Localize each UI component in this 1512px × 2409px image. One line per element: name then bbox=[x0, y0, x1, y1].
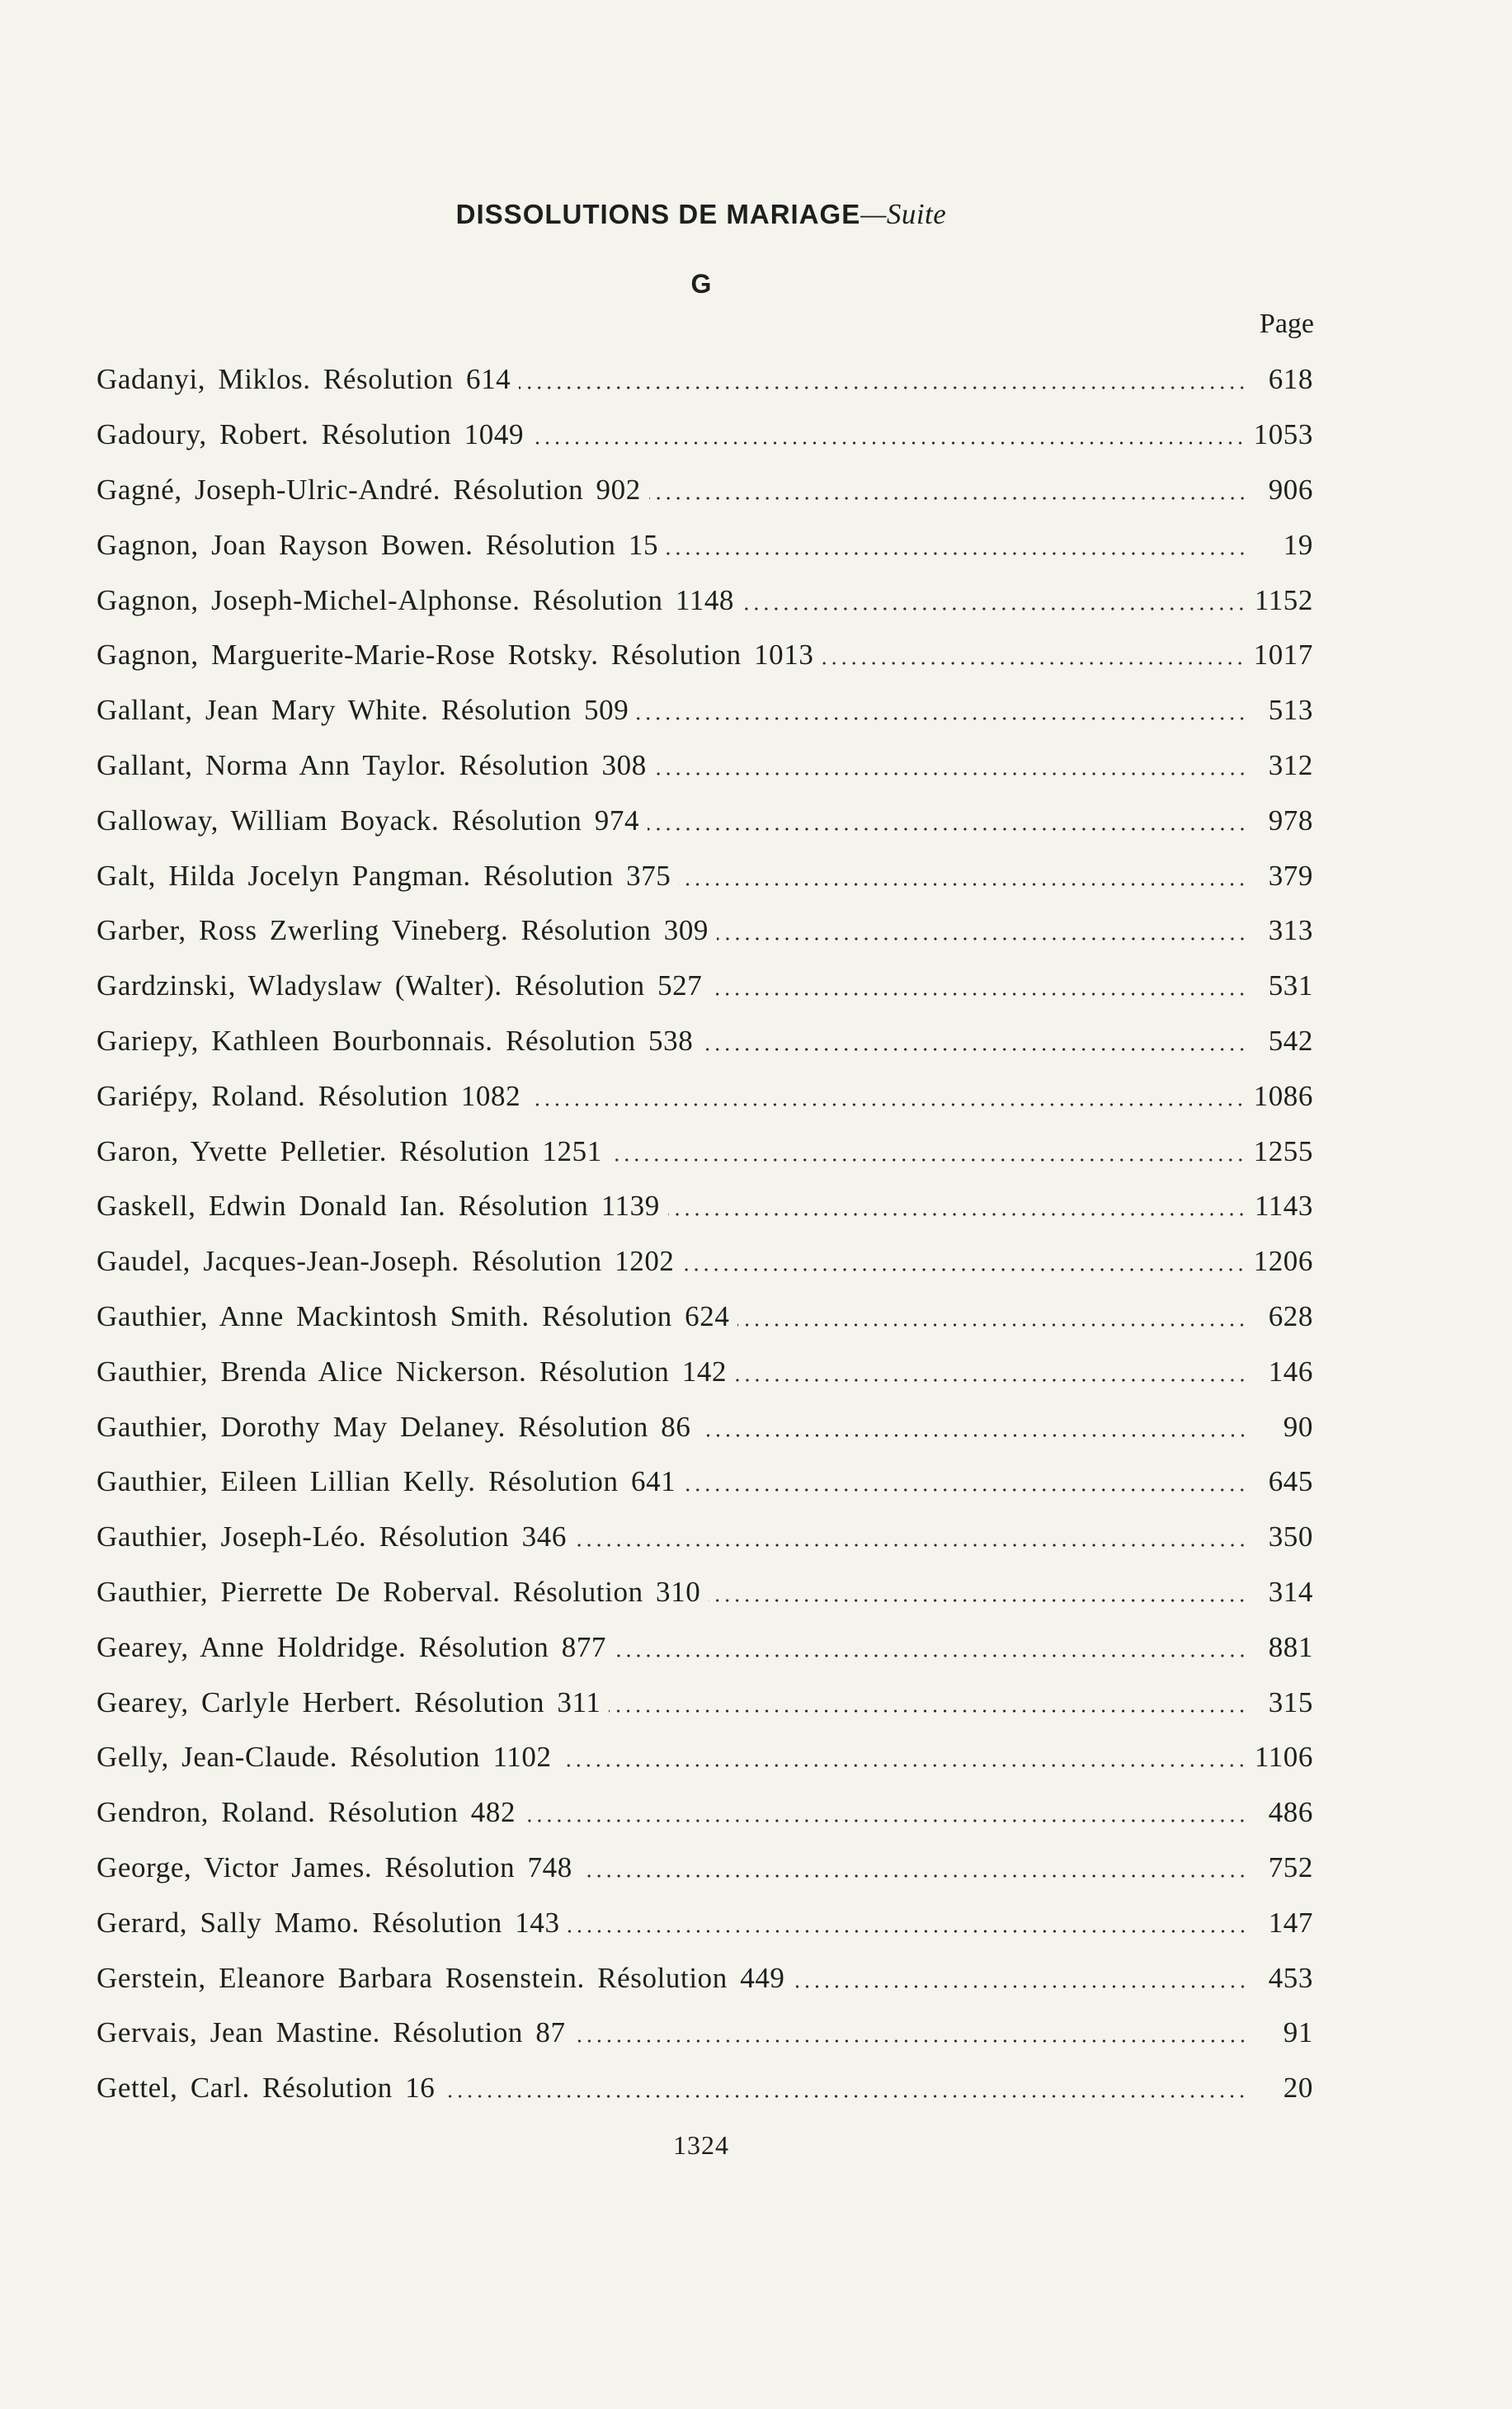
dot-leader bbox=[609, 1709, 1247, 1714]
index-entry bbox=[97, 1124, 1313, 1179]
dot-leader bbox=[649, 496, 1247, 501]
dot-leader bbox=[610, 1157, 1246, 1162]
entry-page: 486 bbox=[1268, 1796, 1313, 1829]
entry-name: Gerstein, Eleanore Barbara Rosenstein. Résolution 449 bbox=[97, 1961, 785, 1994]
entry-name: Gadoury, Robert. Résolution 1049 bbox=[97, 418, 525, 451]
dot-leader bbox=[742, 606, 1246, 611]
entry-name: Garon, Yvette Pelletier. Résolution 1251 bbox=[97, 1134, 602, 1167]
entry-page: 379 bbox=[1268, 859, 1313, 892]
index-entry bbox=[97, 1014, 1313, 1069]
entry-page: 312 bbox=[1268, 748, 1313, 781]
index-entry bbox=[97, 517, 1313, 573]
index-entry bbox=[97, 1675, 1313, 1730]
entry-name: Gearey, Carlyle Herbert. Résolution 311 bbox=[97, 1685, 601, 1718]
dot-leader bbox=[709, 1598, 1247, 1603]
index-entry bbox=[97, 1454, 1313, 1510]
index-entry bbox=[97, 793, 1313, 848]
entry-name: Gauthier, Dorothy May Delaney. Résolution 86 bbox=[97, 1410, 691, 1443]
dot-leader bbox=[575, 1543, 1247, 1548]
entry-page: 1106 bbox=[1254, 1741, 1313, 1774]
dot-leader bbox=[648, 827, 1247, 832]
entry-page: 1152 bbox=[1254, 583, 1313, 616]
dot-leader bbox=[655, 771, 1247, 776]
index-entry bbox=[97, 1841, 1313, 1896]
entry-page: 752 bbox=[1268, 1850, 1313, 1883]
dot-leader bbox=[568, 1929, 1247, 1934]
index-entry bbox=[97, 1895, 1313, 1950]
entry-name: Gauthier, Eileen Lillian Kelly. Résolution 641 bbox=[97, 1465, 676, 1498]
entry-page: 147 bbox=[1268, 1906, 1313, 1939]
entry-name: Galt, Hilda Jocelyn Pangman. Résolution 375 bbox=[97, 859, 671, 892]
dot-leader bbox=[574, 2039, 1247, 2044]
page-number: 1324 bbox=[673, 2130, 729, 2160]
entry-page: 453 bbox=[1268, 1961, 1313, 1994]
entry-page: 315 bbox=[1268, 1685, 1313, 1718]
index-entry bbox=[97, 628, 1313, 683]
dot-leader bbox=[701, 1047, 1247, 1052]
index-entry bbox=[97, 848, 1313, 903]
index-entry bbox=[97, 1068, 1313, 1124]
entry-page: 906 bbox=[1268, 473, 1313, 506]
dot-leader bbox=[529, 1102, 1245, 1107]
dot-leader bbox=[519, 385, 1247, 390]
section-letter: G bbox=[690, 269, 712, 299]
index-entry bbox=[97, 1234, 1313, 1289]
index-entry bbox=[97, 1785, 1313, 1841]
entry-name: Gervais, Jean Mastine. Résolution 87 bbox=[97, 2016, 566, 2049]
entry-name: Gagnon, Marguerite-Marie-Rose Rotsky. Résolution 1013 bbox=[97, 639, 814, 672]
running-head-suite: —Suite bbox=[860, 198, 947, 230]
entry-name: Gauthier, Anne Mackintosh Smith. Résolution 624 bbox=[97, 1299, 730, 1332]
entry-name: Gagné, Joseph-Ulric-André. Résolution 902 bbox=[97, 473, 641, 506]
entry-name: Gettel, Carl. Résolution 16 bbox=[97, 2072, 436, 2105]
index-entry bbox=[97, 903, 1313, 959]
entry-name: Garber, Ross Zwerling Vineberg. Résolution 309 bbox=[97, 914, 709, 947]
entry-page: 542 bbox=[1268, 1024, 1313, 1057]
entry-page: 91 bbox=[1283, 2016, 1313, 2049]
index-entry bbox=[97, 573, 1313, 628]
dot-leader bbox=[560, 1763, 1246, 1768]
dot-leader bbox=[737, 1322, 1247, 1327]
index-entry bbox=[97, 1565, 1313, 1620]
entry-page: 1017 bbox=[1253, 639, 1313, 672]
running-head bbox=[0, 198, 1402, 231]
entry-page: 1086 bbox=[1253, 1079, 1313, 1112]
dot-leader bbox=[615, 1653, 1247, 1658]
entry-page: 350 bbox=[1268, 1520, 1313, 1553]
entry-name: Gagnon, Joseph-Michel-Alphonse. Résolution 1148 bbox=[97, 583, 735, 616]
dot-leader bbox=[794, 1984, 1247, 1989]
dot-leader bbox=[684, 1487, 1247, 1492]
entry-page: 313 bbox=[1268, 914, 1313, 947]
entry-page: 19 bbox=[1283, 528, 1313, 561]
dot-leader bbox=[699, 1433, 1247, 1438]
entry-page: 20 bbox=[1283, 2072, 1313, 2105]
entry-page: 513 bbox=[1268, 694, 1313, 727]
index-entries bbox=[97, 352, 1313, 2116]
index-entry bbox=[97, 738, 1313, 794]
entry-page: 1143 bbox=[1254, 1190, 1313, 1223]
entry-name: Gardzinski, Wladyslaw (Walter). Résolution 527 bbox=[97, 969, 703, 1002]
index-entry bbox=[97, 2006, 1313, 2061]
index-entry bbox=[97, 2061, 1313, 2116]
entry-name: Gauthier, Brenda Alice Nickerson. Résolution 142 bbox=[97, 1355, 728, 1388]
dot-leader bbox=[683, 1267, 1246, 1272]
dot-leader bbox=[667, 551, 1247, 556]
dot-leader bbox=[735, 1378, 1247, 1383]
entry-name: Gadanyi, Miklos. Résolution 614 bbox=[97, 363, 511, 396]
entry-page: 90 bbox=[1283, 1410, 1313, 1443]
entry-name: Gelly, Jean-Claude. Résolution 1102 bbox=[97, 1741, 552, 1774]
entry-page: 1053 bbox=[1253, 418, 1313, 451]
entry-name: Gallant, Norma Ann Taylor. Résolution 308 bbox=[97, 748, 647, 781]
entry-name: Gaskell, Edwin Donald Ian. Résolution 1139 bbox=[97, 1190, 660, 1223]
index-entry bbox=[97, 1399, 1313, 1454]
entry-name: Gallant, Jean Mary White. Résolution 509 bbox=[97, 694, 629, 727]
dot-leader bbox=[524, 1818, 1247, 1823]
index-entry bbox=[97, 463, 1313, 518]
entry-page: 978 bbox=[1268, 804, 1313, 837]
entry-page: 146 bbox=[1268, 1355, 1313, 1388]
entry-name: Gagnon, Joan Rayson Bowen. Résolution 15 bbox=[97, 528, 659, 561]
entry-name: Gerard, Sally Mamo. Résolution 143 bbox=[97, 1906, 560, 1939]
entry-name: Gauthier, Pierrette De Roberval. Résolution 310 bbox=[97, 1575, 701, 1608]
entry-name: Gaudel, Jacques-Jean-Joseph. Résolution 1202 bbox=[97, 1245, 675, 1278]
dot-leader bbox=[717, 936, 1247, 941]
entry-page: 628 bbox=[1268, 1299, 1313, 1332]
entry-name: Gariepy, Kathleen Bourbonnais. Résolution 538 bbox=[97, 1024, 694, 1057]
dot-leader bbox=[443, 2094, 1247, 2099]
index-entry bbox=[97, 959, 1313, 1014]
dot-leader bbox=[637, 716, 1247, 721]
entry-name: George, Victor James. Résolution 748 bbox=[97, 1850, 572, 1883]
index-entry bbox=[97, 1510, 1313, 1565]
dot-leader bbox=[532, 441, 1246, 446]
entry-name: Gariépy, Roland. Résolution 1082 bbox=[97, 1079, 521, 1112]
page-column-label: Page bbox=[1259, 309, 1314, 339]
entry-page: 1206 bbox=[1253, 1245, 1313, 1278]
entry-page: 618 bbox=[1268, 363, 1313, 396]
entry-name: Gearey, Anne Holdridge. Résolution 877 bbox=[97, 1630, 607, 1663]
index-entry bbox=[97, 1950, 1313, 2006]
entry-page: 645 bbox=[1268, 1465, 1313, 1498]
entry-page: 531 bbox=[1268, 969, 1313, 1002]
entry-page: 314 bbox=[1268, 1575, 1313, 1608]
index-entry bbox=[97, 408, 1313, 463]
dot-leader bbox=[710, 992, 1247, 997]
dot-leader bbox=[581, 1874, 1247, 1879]
entry-name: Gauthier, Joseph-Léo. Résolution 346 bbox=[97, 1520, 567, 1553]
index-entry bbox=[97, 1344, 1313, 1399]
dot-leader bbox=[822, 661, 1245, 666]
entry-page: 881 bbox=[1268, 1630, 1313, 1663]
entry-name: Galloway, William Boyack. Résolution 974 bbox=[97, 804, 640, 837]
dot-leader bbox=[668, 1212, 1246, 1217]
dot-leader bbox=[679, 882, 1247, 887]
entry-name: Gendron, Roland. Résolution 482 bbox=[97, 1796, 516, 1829]
running-head-title: DISSOLUTIONS DE MARIAGE bbox=[455, 199, 861, 229]
index-entry bbox=[97, 1289, 1313, 1345]
index-entry bbox=[97, 683, 1313, 738]
entry-page: 1255 bbox=[1253, 1134, 1313, 1167]
index-entry bbox=[97, 1179, 1313, 1234]
index-entry bbox=[97, 352, 1313, 408]
index-entry bbox=[97, 1730, 1313, 1785]
index-entry bbox=[97, 1619, 1313, 1675]
